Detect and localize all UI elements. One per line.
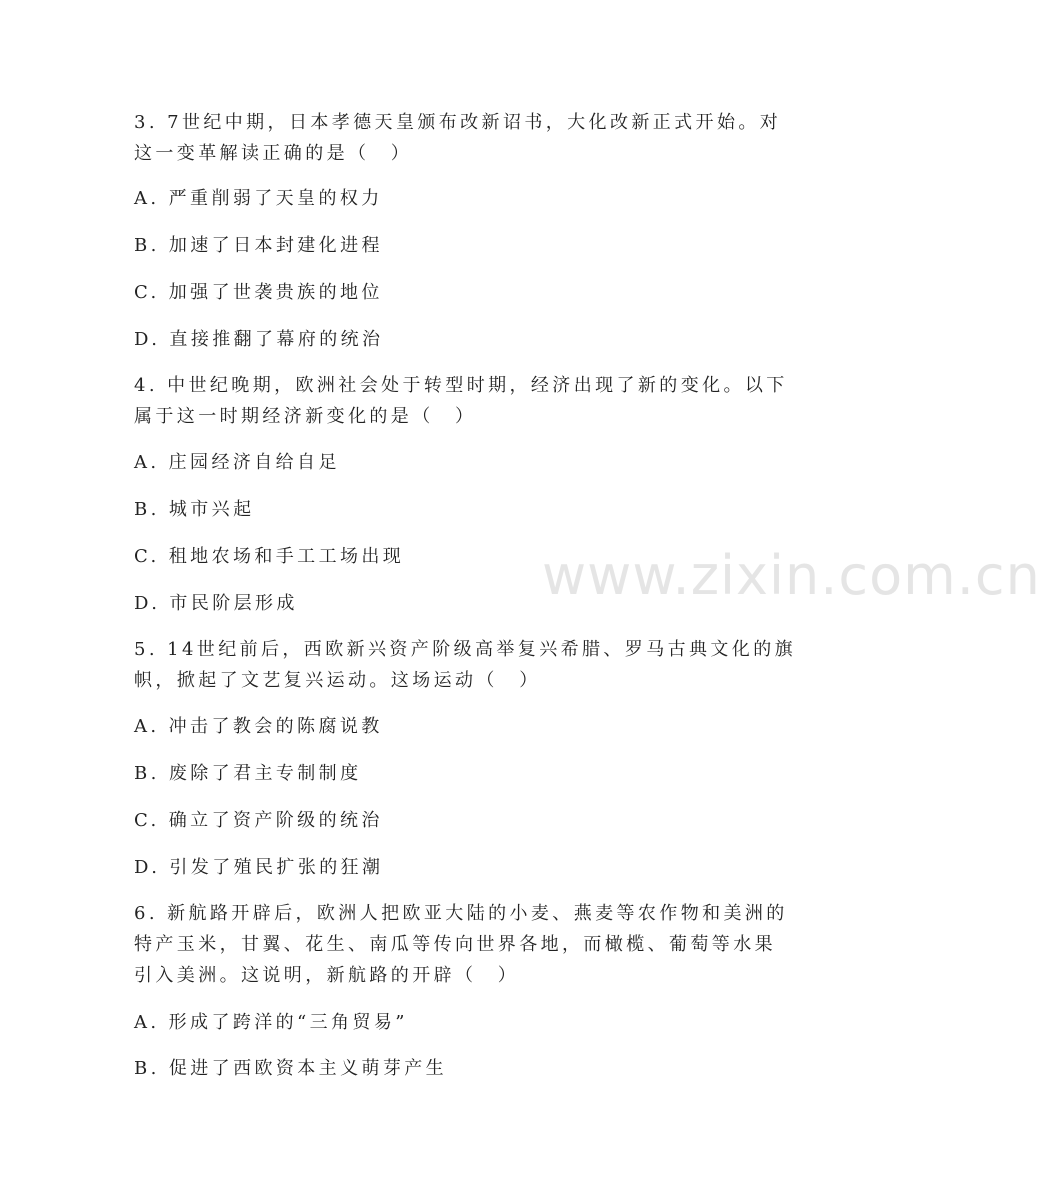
question-4-option-d: D. 市民阶层形成 — [134, 593, 298, 614]
watermark: www.zixin.com.cn — [542, 544, 1041, 607]
question-5-option-b: B. 废除了君主专制制度 — [134, 763, 362, 784]
question-4-stem-line-1: 4. 中世纪晚期，欧洲社会处于转型时期，经济出现了新的变化。以下 — [134, 375, 788, 396]
question-3-option-b: B. 加速了日本封建化进程 — [134, 235, 383, 256]
question-5-option-a: A. 冲击了教会的陈腐说教 — [134, 716, 383, 737]
question-5-stem-line-1: 5. 14世纪前后，西欧新兴资产阶级高举复兴希腊、罗马古典文化的旗 — [134, 639, 796, 660]
question-3-option-d: D. 直接推翻了幕府的统治 — [134, 329, 384, 350]
question-6-stem-line-2: 特产玉米，甘翼、花生、南瓜等传向世界各地，而橄榄、葡萄等水果 — [134, 934, 776, 955]
question-4-stem-line-2: 属于这一时期经济新变化的是（ ） — [134, 406, 477, 427]
question-3-option-a: A. 严重削弱了天皇的权力 — [134, 188, 383, 209]
question-5-option-c: C. 确立了资产阶级的统治 — [134, 810, 383, 831]
question-6-option-a: A. 形成了跨洋的“三角贸易” — [134, 1012, 408, 1033]
question-4-option-c: C. 租地农场和手工工场出现 — [134, 546, 405, 567]
question-3-stem-line-1: 3. 7世纪中期，日本孝德天皇颁布改新诏书，大化改新正式开始。对 — [134, 112, 782, 133]
question-6-stem-line-3: 引入美洲。这说明，新航路的开辟（ ） — [134, 965, 520, 986]
question-3-stem-line-2: 这一变革解读正确的是（ ） — [134, 143, 413, 164]
question-4-option-a: A. 庄园经济自给自足 — [134, 452, 340, 473]
question-4-option-b: B. 城市兴起 — [134, 499, 255, 520]
question-6-option-b: B. 促进了西欧资本主义萌芽产生 — [134, 1058, 448, 1079]
question-6-stem-line-1: 6. 新航路开辟后，欧洲人把欧亚大陆的小麦、燕麦等农作物和美洲的 — [134, 903, 788, 924]
question-5-stem-line-2: 帜，掀起了文艺复兴运动。这场运动（ ） — [134, 670, 541, 691]
question-5-option-d: D. 引发了殖民扩张的狂潮 — [134, 857, 384, 878]
question-3-option-c: C. 加强了世袭贵族的地位 — [134, 282, 383, 303]
